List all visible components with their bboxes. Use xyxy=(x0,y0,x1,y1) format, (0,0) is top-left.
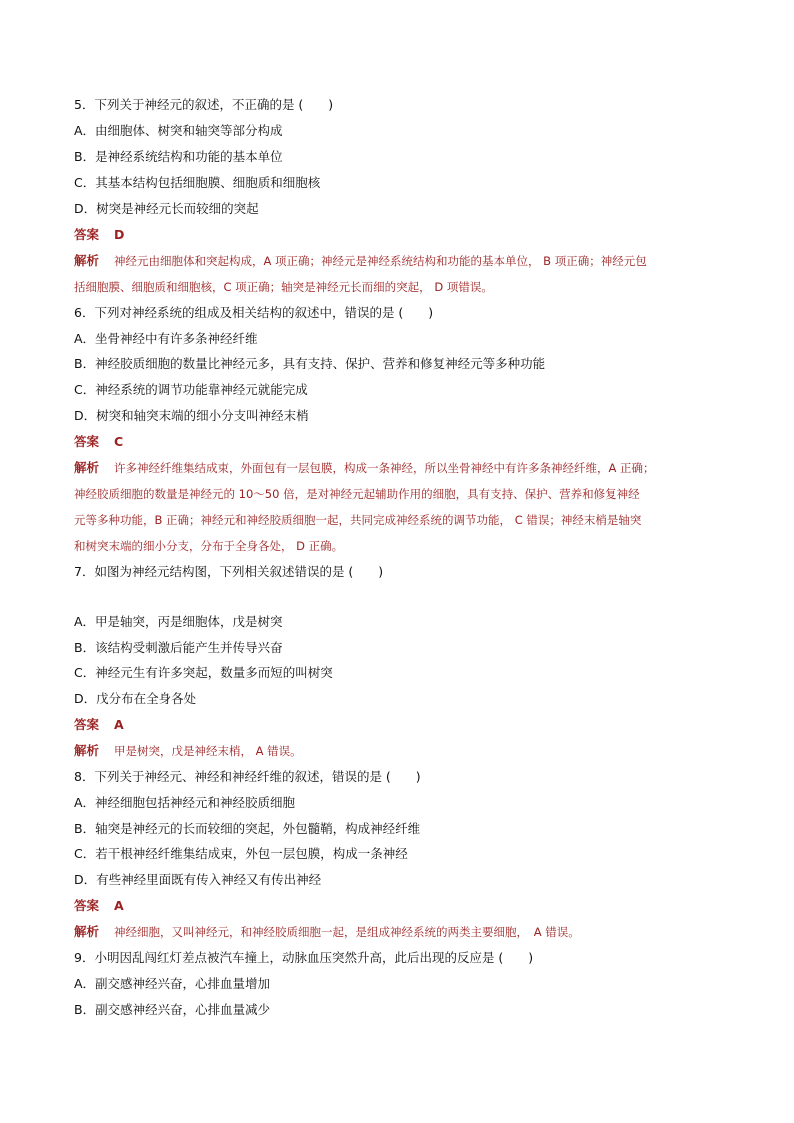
explain-label: 解析 xyxy=(74,253,100,268)
q6-option-d: D．树突和轴突末端的细小分支叫神经末梢 xyxy=(74,408,309,423)
explain-text: 甲是树突，戊是神经末梢， A 错误。 xyxy=(114,744,302,758)
q9-option-a: A．副交感神经兴奋，心排血量增加 xyxy=(74,976,271,991)
q5-option-c: C．其基本结构包括细胞膜、细胞质和细胞核 xyxy=(74,175,321,190)
q8-explanation xyxy=(74,924,734,940)
q6-option-a: A．坐骨神经中有许多条神经纤维 xyxy=(74,331,258,346)
q9-stem: 9．小明因乱闯红灯差点被汽车撞上，动脉血压突然升高，此后出现的反应是 ( ) xyxy=(74,950,534,965)
q5-answer xyxy=(74,227,734,243)
q5-option-b: B．是神经系统结构和功能的基本单位 xyxy=(74,149,283,164)
answer-value: D xyxy=(114,227,125,242)
answer-label: 答案 xyxy=(74,717,100,732)
answer-value: C xyxy=(114,434,124,449)
q7-explanation xyxy=(74,743,734,759)
answer-value: A xyxy=(114,717,124,732)
answer-label: 答案 xyxy=(74,434,100,449)
q6-explanation-cont-3: 和树突末端的细小分支，分布于全身各处， D 正确。 xyxy=(74,539,344,553)
q5-explanation-cont: 括细胞膜、细胞质和细胞核，C 项正确；轴突是神经元长而细的突起， D 项错误。 xyxy=(74,280,493,294)
q6-explanation-cont-1: 神经胶质细胞的数量是神经元的 10～50 倍，是对神经元起辅助作用的细胞，具有支持、保护、营养和修复神经 xyxy=(74,487,640,501)
q6-explanation-cont-2: 元等多种功能，B 正确；神经元和神经胶质细胞一起，共同完成神经系统的调节功能， C 错误；神经末梢是轴突 xyxy=(74,513,642,527)
q9-option-b: B．副交感神经兴奋，心排血量减少 xyxy=(74,1002,271,1017)
q5-option-a: A．由细胞体、树突和轴突等部分构成 xyxy=(74,123,283,138)
q6-explanation xyxy=(74,460,734,476)
q8-option-d: D．有些神经里面既有传入神经又有传出神经 xyxy=(74,872,322,887)
q8-option-c: C．若干根神经纤维集结成束，外包一层包膜，构成一条神经 xyxy=(74,846,408,861)
q5-explanation xyxy=(74,253,734,269)
answer-label: 答案 xyxy=(74,898,100,913)
q7-option-a: A．甲是轴突，丙是细胞体，戊是树突 xyxy=(74,614,283,629)
q8-stem: 8．下列关于神经元、神经和神经纤维的叙述，错误的是 ( ) xyxy=(74,769,421,784)
q7-stem: 7．如图为神经元结构图，下列相关叙述错误的是 ( ) xyxy=(74,564,384,579)
q7-option-d: D．戊分布在全身各处 xyxy=(74,691,197,706)
q5-option-d: D．树突是神经元长而较细的突起 xyxy=(74,201,259,216)
explain-label: 解析 xyxy=(74,743,100,758)
explain-text: 许多神经纤维集结成束，外面包有一层包膜，构成一条神经，所以坐骨神经中有许多条神经纤维，A 正确； xyxy=(114,461,655,475)
explain-label: 解析 xyxy=(74,460,100,475)
q6-option-b: B．神经胶质细胞的数量比神经元多，具有支持、保护、营养和修复神经元等多种功能 xyxy=(74,356,546,371)
explain-text: 神经元由细胞体和突起构成，A 项正确；神经元是神经系统结构和功能的基本单位， B 项正确；神经元包 xyxy=(114,254,647,268)
explain-text: 神经细胞，又叫神经元，和神经胶质细胞一起，是组成神经系统的两类主要细胞， A 错误。 xyxy=(114,925,580,939)
q8-answer xyxy=(74,898,734,914)
q6-answer xyxy=(74,434,734,450)
q6-stem: 6．下列对神经系统的组成及相关结构的叙述中，错误的是 ( ) xyxy=(74,305,434,320)
q6-option-c: C．神经系统的调节功能靠神经元就能完成 xyxy=(74,382,308,397)
answer-label: 答案 xyxy=(74,227,100,242)
q7-option-b: B．该结构受刺激后能产生并传导兴奋 xyxy=(74,640,283,655)
answer-value: A xyxy=(114,898,124,913)
q7-option-c: C．神经元生有许多突起，数量多而短的叫树突 xyxy=(74,665,333,680)
explain-label: 解析 xyxy=(74,924,100,939)
q5-stem: 5．下列关于神经元的叙述，不正确的是 ( ) xyxy=(74,97,334,112)
q8-option-b: B．轴突是神经元的长而较细的突起，外包髓鞘，构成神经纤维 xyxy=(74,821,421,836)
q8-option-a: A．神经细胞包括神经元和神经胶质细胞 xyxy=(74,795,296,810)
q7-answer xyxy=(74,717,734,733)
